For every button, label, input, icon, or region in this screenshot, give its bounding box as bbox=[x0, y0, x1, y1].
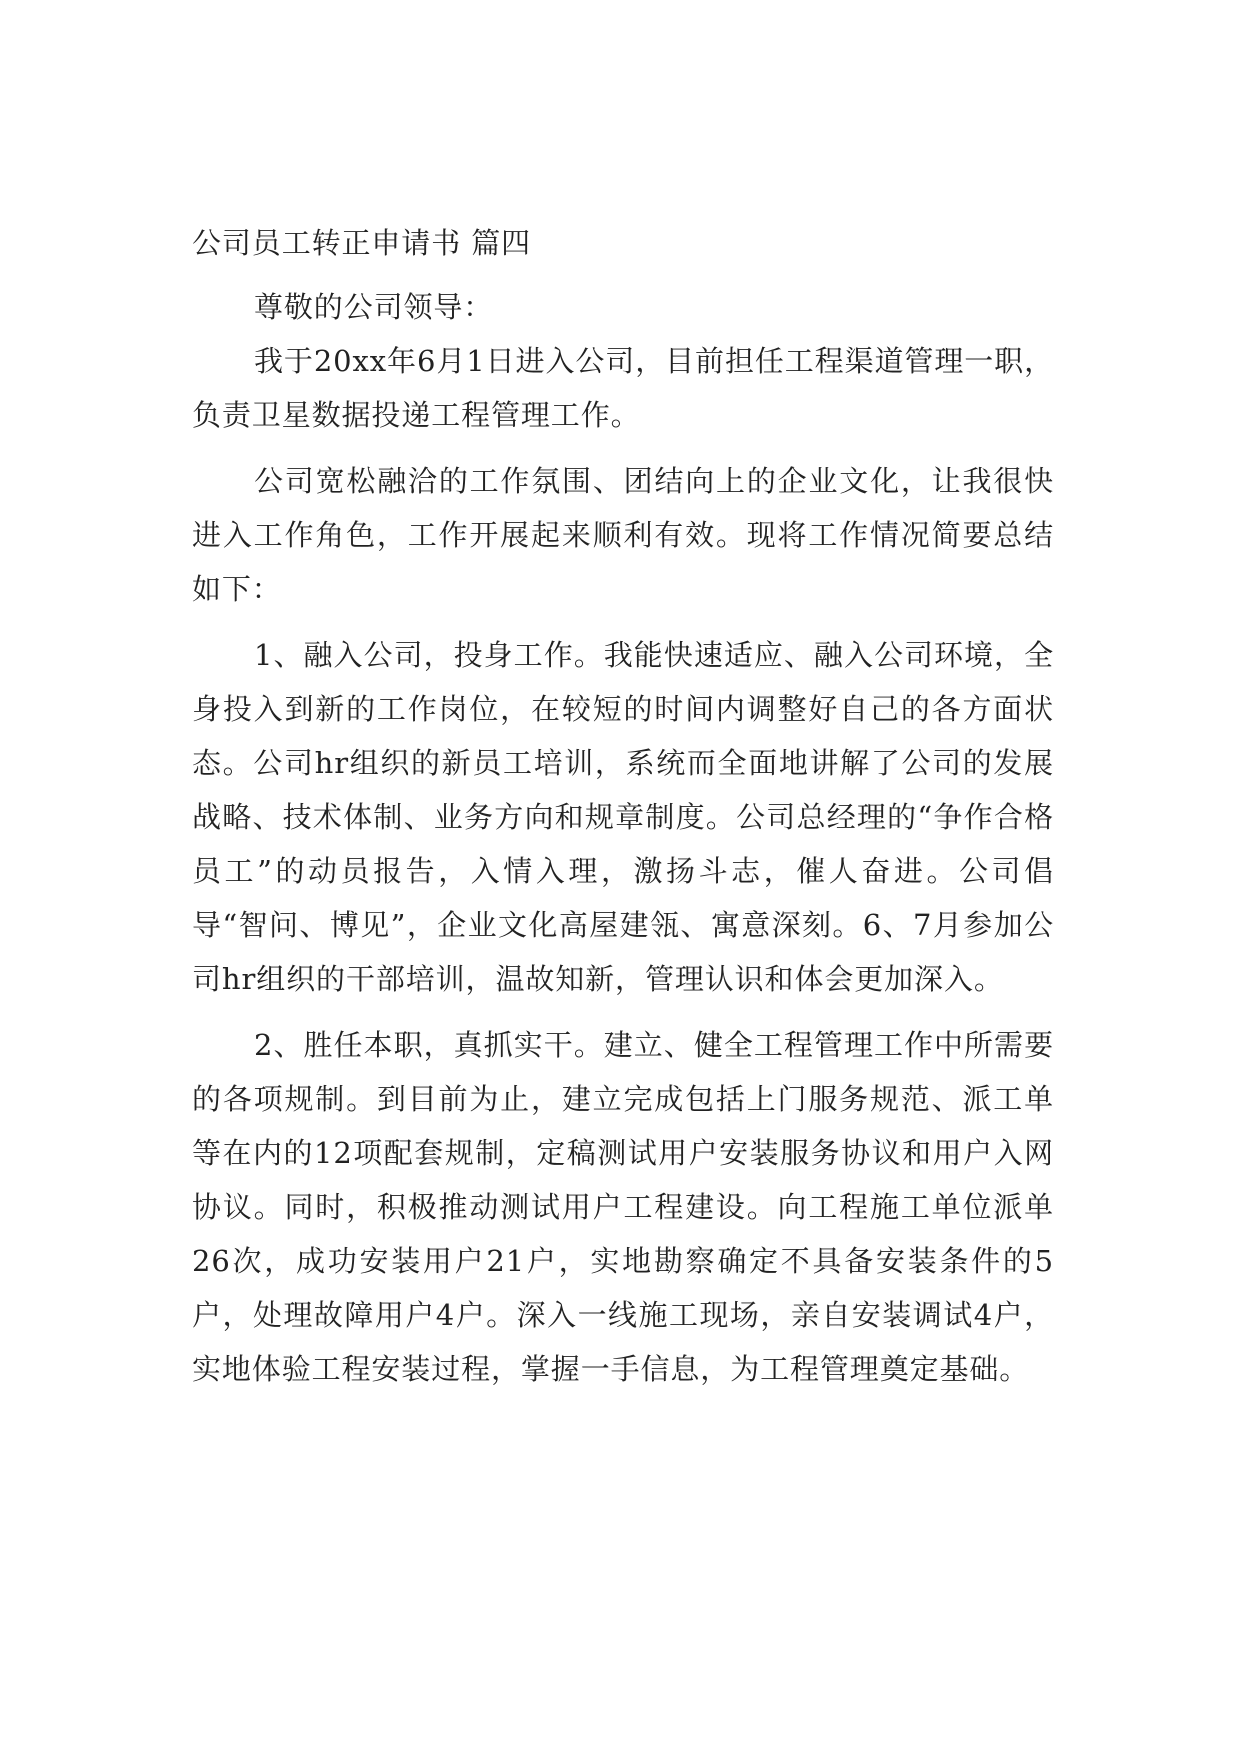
paragraph-summary: 公司宽松融洽的工作氛围、团结向上的企业文化，让我很快进入工作角色，工作开展起来顺利有效。现将工作情况简要总结如下： bbox=[192, 464, 1054, 606]
document-page bbox=[192, 222, 1054, 1396]
paragraph-intro: 我于20xx年6月1日进入公司，目前担任工程渠道管理一职，负责卫星数据投递工程管理工作。 bbox=[192, 344, 1054, 432]
paragraph-item-2: 2、胜任本职，真抓实干。建立、健全工程管理工作中所需要的各项规制。到目前为止，建立完成包括上门服务规范、派工单等在内的12项配套规制，定稿测试用户安装服务协议和用户入网协议。同时，积极推动测试用户工程建设。向工程施工单位派单26次，成功安装用户21户，实地勘察确定不具备安装条件的5户，处理故障用户4户。深入一线施工现场，亲自安装调试4户，实地体验工程安装过程，掌握一手信息，为工程管理奠定基础。 bbox=[192, 1028, 1054, 1386]
document-title: 公司员工转正申请书 篇四 bbox=[192, 226, 532, 260]
salutation: 尊敬的公司领导： bbox=[254, 290, 494, 324]
paragraph-item-1: 1、融入公司，投身工作。我能快速适应、融入公司环境，全身投入到新的工作岗位，在较短的时间内调整好自己的各方面状态。公司hr组织的新员工培训，系统而全面地讲解了公司的发展战略、技术体制、业务方向和规章制度。公司总经理的“争作合格员工”的动员报告，入情入理，激扬斗志，催人奋进。公司倡导“智问、博见”，企业文化高屋建瓴、寓意深刻。6、7月参加公司hr组织的干部培训，温故知新，管理认识和体会更加深入。 bbox=[192, 638, 1054, 996]
